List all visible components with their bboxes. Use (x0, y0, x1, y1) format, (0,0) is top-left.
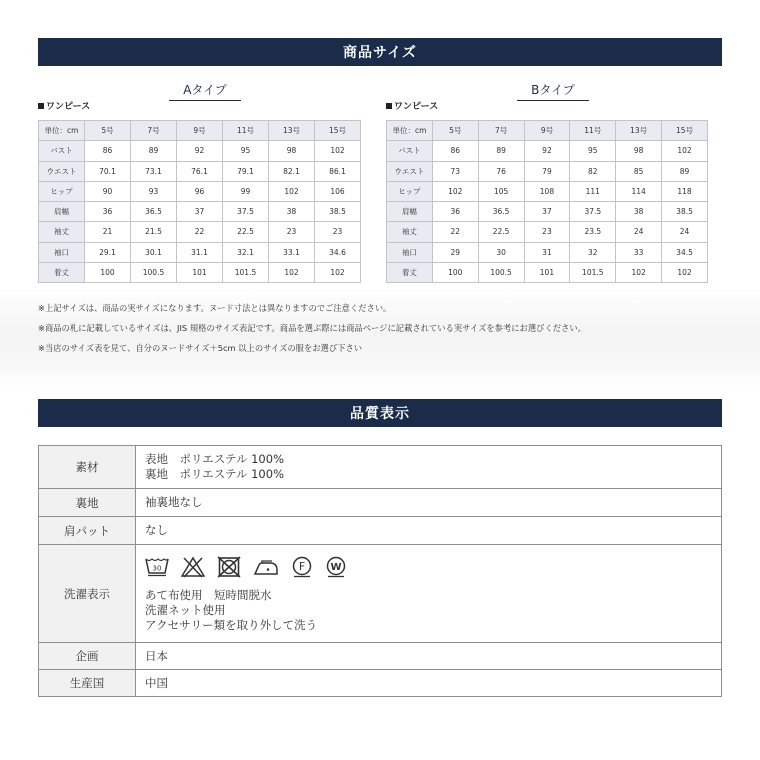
measurement-label: 袖口 (387, 242, 433, 262)
measurement-value: 100.5 (131, 262, 177, 282)
measurement-value: 31 (524, 242, 570, 262)
measurement-value: 36.5 (131, 202, 177, 222)
measurement-value: 86 (432, 141, 478, 161)
size-header: 15号 (662, 121, 708, 141)
size-table-a (38, 120, 361, 283)
measurement-value: 101 (177, 262, 223, 282)
measurement-label: 着丈 (387, 262, 433, 282)
measurement-value: 34.5 (662, 242, 708, 262)
size-header: 15号 (315, 121, 361, 141)
measurement-value: 108 (524, 181, 570, 201)
measurement-value: 79.1 (223, 161, 269, 181)
measurement-value: 32.1 (223, 242, 269, 262)
measurement-label: バスト (387, 141, 433, 161)
material-line: 表地 ポリエステル 100% (145, 452, 284, 466)
measurement-value: 99 (223, 181, 269, 201)
measurement-value: 37.5 (223, 202, 269, 222)
measurement-value: 23.5 (570, 222, 616, 242)
care-value (136, 545, 722, 643)
quality-section-title: 品質表示 (38, 399, 722, 427)
measurement-value: 22.5 (223, 222, 269, 242)
care-line: 洗濯ネット使用 (145, 603, 226, 617)
shoulder-pad-label: 肩パット (39, 517, 136, 545)
size-table-row (39, 181, 361, 201)
measurement-value: 102 (616, 262, 662, 282)
measurement-value: 86 (85, 141, 131, 161)
quality-row-planning (39, 643, 722, 670)
dry-clean-f-text: F (298, 560, 306, 573)
size-header: 9号 (177, 121, 223, 141)
origin-label: 生産国 (39, 670, 136, 697)
measurement-value: 38 (269, 202, 315, 222)
size-table-row (39, 242, 361, 262)
measurement-value: 101.5 (570, 262, 616, 282)
size-notes (38, 298, 728, 358)
measurement-value: 21 (85, 222, 131, 242)
no-tumble-dry-icon (217, 556, 241, 578)
measurement-value: 89 (131, 141, 177, 161)
iron-low-icon (253, 556, 279, 578)
size-table-row (387, 141, 708, 161)
size-table-row (39, 161, 361, 181)
quality-row-lining (39, 489, 722, 517)
measurement-value: 102 (315, 141, 361, 161)
measurement-value: 70.1 (85, 161, 131, 181)
measurement-value: 114 (616, 181, 662, 201)
care-line: アクセサリー類を取り外して洗う (145, 618, 318, 632)
measurement-value: 37.5 (570, 202, 616, 222)
type-b-garment: ワンピース (386, 99, 438, 112)
size-header: 5号 (432, 121, 478, 141)
measurement-value: 73 (432, 161, 478, 181)
measurement-value: 23 (524, 222, 570, 242)
no-bleach-icon (181, 556, 205, 578)
measurement-value: 101.5 (223, 262, 269, 282)
measurement-value: 31.1 (177, 242, 223, 262)
measurement-value: 100.5 (478, 262, 524, 282)
size-table-b (386, 120, 708, 283)
material-line: 裏地 ポリエステル 100% (145, 467, 284, 481)
measurement-value: 34.6 (315, 242, 361, 262)
size-table-row (39, 262, 361, 282)
measurement-value: 24 (616, 222, 662, 242)
measurement-value: 100 (85, 262, 131, 282)
planning-label: 企画 (39, 643, 136, 670)
measurement-label: 肩幅 (387, 202, 433, 222)
size-table-header-row (387, 121, 708, 141)
origin-value: 中国 (136, 670, 722, 697)
measurement-label: 袖丈 (39, 222, 85, 242)
measurement-label: ヒップ (39, 181, 85, 201)
measurement-value: 102 (662, 141, 708, 161)
size-table-row (387, 262, 708, 282)
quality-table (38, 445, 722, 697)
measurement-value: 105 (478, 181, 524, 201)
size-section-title: 商品サイズ (38, 38, 722, 66)
measurement-value: 95 (570, 141, 616, 161)
quality-row-origin (39, 670, 722, 697)
measurement-value: 32 (570, 242, 616, 262)
measurement-value: 95 (223, 141, 269, 161)
material-label: 素材 (39, 446, 136, 489)
measurement-value: 90 (85, 181, 131, 201)
quality-row-shoulder-pad (39, 517, 722, 545)
lining-value: 袖裏地なし (136, 489, 722, 517)
measurement-value: 98 (616, 141, 662, 161)
size-table-row (39, 141, 361, 161)
measurement-label: 肩幅 (39, 202, 85, 222)
size-table-header-row (39, 121, 361, 141)
measurement-value: 37 (524, 202, 570, 222)
wash-30-gentle-icon (145, 556, 169, 578)
size-header: 7号 (478, 121, 524, 141)
measurement-value: 111 (570, 181, 616, 201)
dry-clean-f-icon (291, 556, 313, 578)
measurement-value: 98 (269, 141, 315, 161)
size-table-row (387, 161, 708, 181)
material-value (136, 446, 722, 489)
measurement-value: 79 (524, 161, 570, 181)
measurement-value: 36.5 (478, 202, 524, 222)
measurement-value: 22 (177, 222, 223, 242)
measurement-value: 36 (432, 202, 478, 222)
type-a-label: Aタイプ (169, 81, 241, 101)
size-note: ※商品の札に記載しているサイズは、JIS 規格のサイズ表記です。商品を選ぶ際には商品ページに記載されている実サイズを参考にお選びください。 (38, 323, 586, 333)
measurement-value: 22 (432, 222, 478, 242)
measurement-label: バスト (39, 141, 85, 161)
measurement-value: 76 (478, 161, 524, 181)
care-icons (145, 556, 721, 578)
type-b-label: Bタイプ (517, 81, 589, 101)
wet-clean-w-text: W (330, 562, 342, 573)
measurement-value: 118 (662, 181, 708, 201)
measurement-value: 38 (616, 202, 662, 222)
measurement-value: 92 (177, 141, 223, 161)
measurement-value: 33 (616, 242, 662, 262)
size-header: 13号 (616, 121, 662, 141)
measurement-value: 21.5 (131, 222, 177, 242)
measurement-value: 102 (432, 181, 478, 201)
measurement-value: 96 (177, 181, 223, 201)
measurement-value: 102 (662, 262, 708, 282)
size-table-row (387, 181, 708, 201)
measurement-value: 89 (478, 141, 524, 161)
measurement-value: 82.1 (269, 161, 315, 181)
measurement-value: 24 (662, 222, 708, 242)
size-table-row (387, 242, 708, 262)
wash-temp-text: 30 (152, 564, 162, 573)
measurement-value: 101 (524, 262, 570, 282)
size-header: 11号 (570, 121, 616, 141)
measurement-value: 86.1 (315, 161, 361, 181)
measurement-value: 89 (662, 161, 708, 181)
measurement-value: 29.1 (85, 242, 131, 262)
measurement-value: 36 (85, 202, 131, 222)
measurement-value: 100 (432, 262, 478, 282)
quality-row-care (39, 545, 722, 643)
size-header: 11号 (223, 121, 269, 141)
size-header: 13号 (269, 121, 315, 141)
measurement-value: 38.5 (315, 202, 361, 222)
size-header: 7号 (131, 121, 177, 141)
planning-value: 日本 (136, 643, 722, 670)
size-table-row (387, 202, 708, 222)
measurement-value: 102 (269, 181, 315, 201)
size-table-row (39, 222, 361, 242)
measurement-value: 102 (269, 262, 315, 282)
type-a-garment: ワンピース (38, 99, 90, 112)
size-header: 5号 (85, 121, 131, 141)
measurement-value: 23 (269, 222, 315, 242)
measurement-value: 102 (315, 262, 361, 282)
measurement-label: 着丈 (39, 262, 85, 282)
measurement-value: 92 (524, 141, 570, 161)
measurement-value: 38.5 (662, 202, 708, 222)
measurement-label: 袖丈 (387, 222, 433, 242)
lining-label: 裏地 (39, 489, 136, 517)
size-note: ※上記サイズは、商品の実サイズになります。ヌード寸法とは異なりますのでご注意ください。 (38, 303, 392, 313)
care-line: あて布使用 短時間脱水 (145, 588, 272, 602)
measurement-value: 85 (616, 161, 662, 181)
quality-row-material (39, 446, 722, 489)
measurement-value: 30 (478, 242, 524, 262)
measurement-value: 33.1 (269, 242, 315, 262)
measurement-value: 73.1 (131, 161, 177, 181)
size-table-row (39, 202, 361, 222)
measurement-value: 106 (315, 181, 361, 201)
size-note: ※当店のサイズ表を見て、自分のヌードサイズ＋5cm 以上のサイズの服をお選び下さい (38, 343, 363, 353)
measurement-label: ウエスト (39, 161, 85, 181)
measurement-label: ウエスト (387, 161, 433, 181)
measurement-value: 37 (177, 202, 223, 222)
care-label: 洗濯表示 (39, 545, 136, 643)
measurement-value: 76.1 (177, 161, 223, 181)
shoulder-pad-value: なし (136, 517, 722, 545)
size-header: 9号 (524, 121, 570, 141)
measurement-value: 23 (315, 222, 361, 242)
measurement-value: 82 (570, 161, 616, 181)
measurement-value: 30.1 (131, 242, 177, 262)
measurement-label: ヒップ (387, 181, 433, 201)
unit-header: 単位：cm (39, 121, 85, 141)
size-table-row (387, 222, 708, 242)
measurement-value: 93 (131, 181, 177, 201)
measurement-value: 29 (432, 242, 478, 262)
wet-clean-w-icon (325, 556, 347, 578)
measurement-label: 袖口 (39, 242, 85, 262)
measurement-value: 22.5 (478, 222, 524, 242)
unit-header: 単位：cm (387, 121, 433, 141)
